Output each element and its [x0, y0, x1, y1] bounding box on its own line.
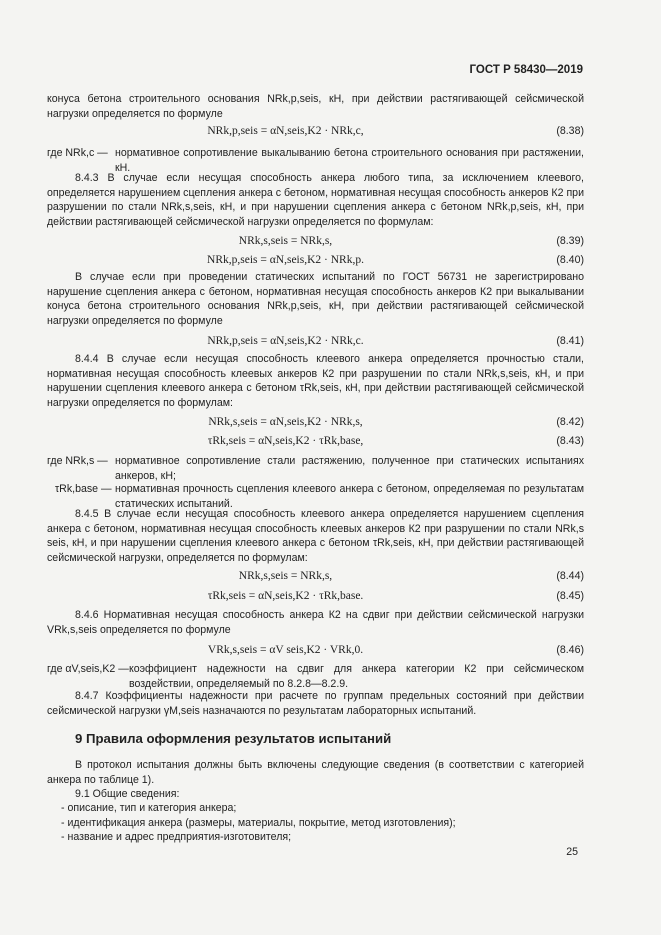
- equation-number: (8.40): [556, 254, 584, 266]
- formula: VRk,s,seis = αV seis,K2 · VRk,0.: [207, 644, 364, 656]
- section-heading: 9 Правила оформления результатов испытаний: [75, 731, 392, 746]
- requirements-list: [47, 801, 456, 845]
- definition-symbol: τRk,base —: [55, 483, 112, 495]
- page-number: 25: [566, 846, 578, 858]
- equation-number: (8.44): [556, 570, 584, 582]
- definition-text: нормативное сопротивление стали растяжению, полученное при статических испытаниях анкеров, кН;: [115, 455, 584, 482]
- formula: τRk,seis = αN,seis,K2 · τRk,base,: [207, 435, 364, 447]
- equation-number: (8.38): [556, 125, 584, 137]
- formula: NRk,p,seis = αN,seis,K2 · NRk,c,: [207, 125, 364, 137]
- equation-8-42: [47, 415, 584, 430]
- equation-8-43: [47, 434, 584, 449]
- section-intro: В протокол испытания должны быть включены следующие сведения (в соответствии с категорией анкера по таблице 1).: [47, 759, 584, 786]
- definition-text: нормативная прочность сцепления клеевого анкера с бетоном, определяемая по результатам статических испытаний.: [115, 483, 584, 510]
- equation-8-39: [47, 234, 584, 249]
- definition: [47, 662, 584, 691]
- formula: NRk,p,seis = αN,seis,K2 · NRk,c.: [207, 335, 364, 347]
- definition-text: нормативное сопротивление выкалыванию бетона строительного основания при растяжении, кН.: [115, 147, 584, 174]
- equation-number: (8.45): [556, 590, 584, 602]
- formula: NRk,s,seis = NRk,s,: [238, 235, 333, 247]
- equation-number: (8.39): [556, 235, 584, 247]
- definition: [47, 454, 584, 483]
- equation-8-38: [47, 124, 584, 139]
- equation-8-44: [47, 569, 584, 584]
- standard-header: ГОСТ Р 58430—2019: [469, 64, 583, 76]
- equation-number: (8.43): [556, 435, 584, 447]
- equation-8-41: [47, 334, 584, 349]
- paragraph-static: В случае если при проведении статических испытаний по ГОСТ 56731 не зарегистрировано нарушение сцепления анкера с бетоном, нормативная несущая способность анкеров К2 при выкалывании конуса бетона строительного основания NRk,p,seis, кН, при действии растягивающей сейсмической нагрузки определяется по формуле: [47, 271, 584, 327]
- equation-8-46: [47, 643, 584, 658]
- paragraph-8-4-4: 8.4.4 В случае если несущая способность клеевого анкера определяется прочностью стали, нормативная несущая способность клеевых анкеров К2 при разрушении по стали NRk,s,seis, кН, и при нарушении сцепления клеевого анкера с бетоном τRk,seis, кН, при действии растягивающей сейсмической нагрузки определяется по формулам:: [47, 353, 584, 409]
- formula: NRk,p,seis = αN,seis,K2 · NRk,p.: [207, 254, 364, 266]
- paragraph-8-4-7: 8.4.7 Коэффициенты надежности при расчете по группам предельных состояний при действии сейсмической нагрузки γM,seis назначаются по результатам лабораторных испытаний.: [47, 690, 584, 717]
- list-item: - описание, тип и категория анкера;: [61, 802, 237, 814]
- subsection-heading: 9.1 Общие сведения:: [75, 788, 180, 800]
- equation-number: (8.42): [556, 416, 584, 428]
- formula: NRk,s,seis = αN,seis,K2 · NRk,s,: [208, 416, 363, 428]
- equation-8-40: [47, 253, 584, 268]
- paragraph-8-4-6: 8.4.6 Нормативная несущая способность анкера К2 на сдвиг при действии сейсмической нагрузки VRk,s,seis определяется по формуле: [47, 609, 584, 636]
- equation-number: (8.46): [556, 644, 584, 656]
- formula: NRk,s,seis = NRk,s,: [238, 570, 333, 582]
- formula: τRk,seis = αN,seis,K2 · τRk,base.: [207, 590, 364, 602]
- definition-text: коэффициент надежности на сдвиг для анкера категории К2 при сейсмическом воздействии, определяемый по 8.2.8—8.2.9.: [129, 663, 584, 690]
- paragraph: конуса бетона строительного основания NRk,p,seis, кН, при действии растягивающей сейсмической нагрузки определяется по формуле: [47, 93, 584, 120]
- definition-symbol: где αV,seis,K2 —: [47, 663, 129, 675]
- paragraph-8-4-5: 8.4.5 В случае если несущая способность клеевого анкера определяется нарушением сцепления анкера с бетоном, нормативная несущая способность клеевых анкеров К2 при разрушении по стали NRk,s seis, кН, и при нарушении сцепления клеевого анкера с бетоном τRk,seis, кН, при действии растягивающей сейсмической нагрузки, определяется по формулам:: [47, 508, 584, 564]
- definition-symbol: где NRk,c —: [47, 147, 108, 159]
- paragraph-8-4-3: 8.4.3 В случае если несущая способность анкера любого типа, за исключением клеевого, определяется нарушением сцепления анкера с бетоном, нормативная несущая способность анкеров К2 при разрушении по стали NRk,s,seis, кН, и при нарушении сцепления анкера с бетоном NRk,p,seis, кН, при действии растягивающей сейсмической нагрузки определяется по формулам:: [47, 172, 584, 228]
- definition-symbol: где NRk,s —: [47, 455, 108, 467]
- equation-number: (8.41): [556, 335, 584, 347]
- list-item: - название и адрес предприятия-изготовителя;: [61, 831, 292, 843]
- equation-8-45: [47, 589, 584, 604]
- list-item: - идентификация анкера (размеры, материалы, покрытие, метод изготовления);: [61, 816, 456, 829]
